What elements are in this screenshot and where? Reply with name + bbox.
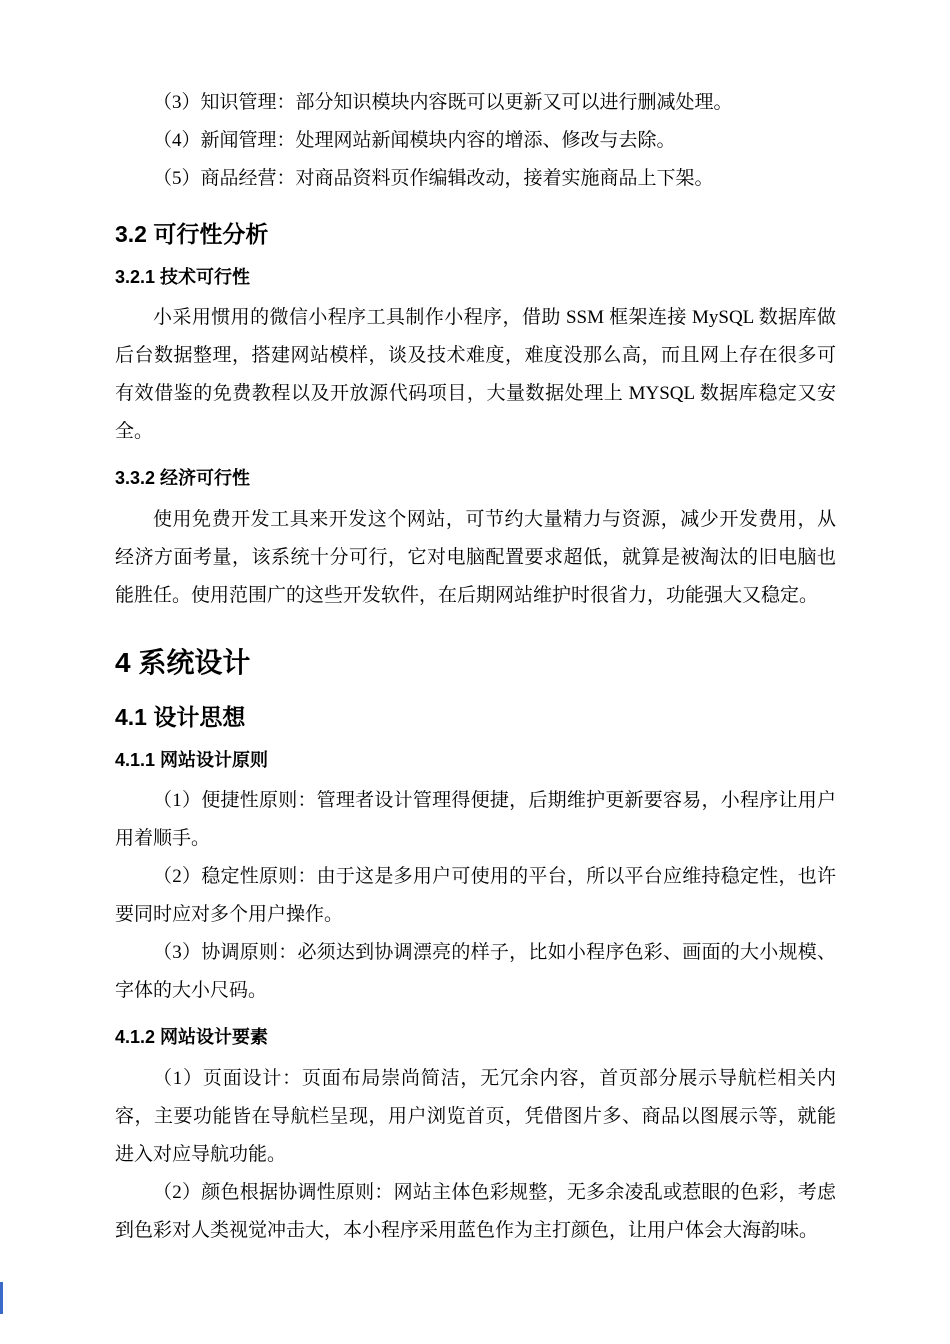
list-item-stability-principle: （2）稳定性原则：由于这是多用户可使用的平台，所以平台应维持稳定性，也许要同时应对多个用户操作。 (115, 866, 836, 926)
list-item-product-management: （5）商品经营：对商品资料页作编辑改动，接着实施商品上下架。 (153, 168, 714, 189)
heading-design-philosophy: 4.1 设计思想 (115, 704, 246, 731)
list-item-page-design: （1）页面设计：页面布局崇尚简洁，无冗余内容，首页部分展示导航栏相关内容，主要功能皆在导航栏呈现，用户浏览首页，凭借图片多、商品以图展示等，就能进入对应导航功能。 (115, 1067, 836, 1165)
list-item-color-principle: （2）颜色根据协调性原则：网站主体色彩规整，无多余凌乱或惹眼的色彩，考虑到色彩对人类视觉冲击大，本小程序采用蓝色作为主打颜色，让用户体会大海韵味。 (115, 1181, 836, 1241)
list-item-coordination-principle: （3）协调原则：必须达到协调漂亮的样子，比如小程序色彩、画面的大小规模、字体的大小尺码。 (115, 942, 836, 1002)
subheading-technical-feasibility: 3.2.1 技术可行性 (115, 266, 251, 287)
list-item-knowledge-management: （3）知识管理：部分知识模块内容既可以更新又可以进行删减处理。 (153, 92, 733, 113)
heading-feasibility-analysis: 3.2 可行性分析 (115, 221, 269, 247)
subheading-site-design-principles: 4.1.1 网站设计原则 (115, 749, 269, 770)
subheading-economic-feasibility: 3.3.2 经济可行性 (115, 468, 251, 489)
list-item-news-management: （4）新闻管理：处理网站新闻模块内容的增添、修改与去除。 (153, 130, 676, 151)
paragraph-technical-feasibility: 小采用惯用的微信小程序工具制作小程序，借助 SSM 框架连接 MySQL 数据库做后台数据整理，搭建网站模样，谈及技术难度，难度没那么高，而且网上存在很多可有效借鉴的免费教程以及开放源代码项目，大量数据处理上 MYSQL 数据库稳定又安全。 (115, 307, 836, 443)
left-edge-blue-mark (0, 1282, 3, 1314)
list-item-convenience-principle: （1）便捷性原则：管理者设计管理得便捷，后期维护更新要容易，小程序让用户用着顺手。 (115, 790, 836, 850)
subheading-site-design-elements: 4.1.2 网站设计要素 (115, 1027, 269, 1048)
paragraph-economic-feasibility: 使用免费开发工具来开发这个网站，可节约大量精力与资源，减少开发费用，从经济方面考量，该系统十分可行，它对电脑配置要求超低，就算是被淘汰的旧电脑也能胜任。使用范围广的这些开发软件，在后期网站维护时很省力，功能强大又稳定。 (115, 508, 836, 606)
heading-system-design: 4 系统设计 (115, 646, 251, 678)
